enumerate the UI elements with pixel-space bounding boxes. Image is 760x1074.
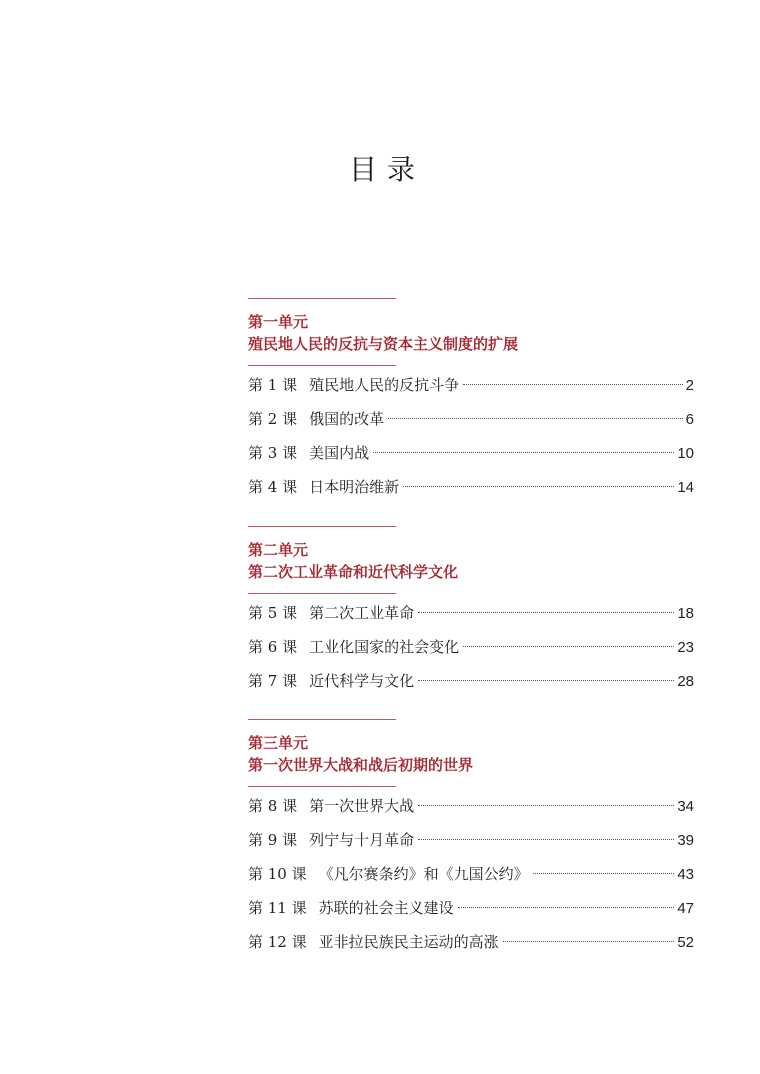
dot-leader — [418, 612, 674, 613]
lesson-name: 殖民地人民的反抗斗争 — [309, 376, 460, 394]
lesson-name: 第二次工业革命 — [309, 604, 415, 622]
lesson-name: 苏联的社会主义建设 — [318, 899, 454, 917]
dot-leader — [533, 873, 675, 874]
dot-leader — [418, 680, 674, 681]
toc-entry[interactable] — [248, 402, 694, 436]
toc-entry[interactable] — [248, 368, 694, 402]
toc-entry[interactable] — [248, 789, 694, 823]
page-title: 目录 — [348, 153, 425, 186]
unit-divider — [248, 298, 396, 299]
page-number: 34 — [677, 798, 694, 815]
unit-title: 第一次世界大战和战后初期的世界 — [248, 756, 474, 774]
lesson-list-unit-3 — [248, 789, 694, 959]
lesson-name: 第一次世界大战 — [309, 797, 415, 815]
lesson-number: 第 11 课 — [248, 899, 307, 917]
unit-number: 第三单元 — [248, 734, 309, 752]
page-number: 28 — [677, 673, 694, 690]
dot-leader — [373, 452, 674, 453]
toc-entry[interactable] — [248, 664, 694, 698]
unit-divider — [248, 719, 396, 720]
unit-divider — [248, 786, 396, 787]
dot-leader — [463, 646, 674, 647]
lesson-number: 第 5 课 — [248, 604, 298, 622]
toc-entry[interactable] — [248, 823, 694, 857]
dot-leader — [403, 486, 674, 487]
unit-title: 第二次工业革命和近代科学文化 — [248, 563, 459, 581]
lesson-name: 近代科学与文化 — [309, 672, 415, 690]
unit-divider — [248, 526, 396, 527]
lesson-number: 第 6 课 — [248, 638, 298, 656]
page-number: 6 — [685, 411, 694, 428]
lesson-number: 第 12 课 — [248, 933, 307, 951]
unit-number: 第二单元 — [248, 541, 309, 559]
toc-entry[interactable] — [248, 436, 694, 470]
toc-entry[interactable] — [248, 925, 694, 959]
dot-leader — [503, 941, 675, 942]
page-number: 43 — [677, 866, 694, 883]
lesson-number: 第 9 课 — [248, 831, 298, 849]
unit-header-1 — [248, 298, 696, 366]
lesson-list-unit-2 — [248, 596, 694, 698]
unit-title: 殖民地人民的反抗与资本主义制度的扩展 — [248, 335, 519, 353]
lesson-name: 美国内战 — [309, 444, 370, 462]
page-number: 52 — [677, 934, 694, 951]
lesson-number: 第 10 课 — [248, 865, 307, 883]
dot-leader — [418, 805, 674, 806]
toc-entry[interactable] — [248, 630, 694, 664]
lesson-number: 第 2 课 — [248, 410, 298, 428]
page-number: 14 — [677, 479, 694, 496]
page-number: 18 — [677, 605, 694, 622]
page-number: 23 — [677, 639, 694, 656]
dot-leader — [418, 839, 674, 840]
toc-entry[interactable] — [248, 470, 694, 504]
lesson-list-unit-1 — [248, 368, 694, 504]
page-number: 2 — [685, 377, 694, 394]
lesson-number: 第 3 课 — [248, 444, 298, 462]
toc-entry[interactable] — [248, 891, 694, 925]
unit-header-3 — [248, 719, 696, 787]
page-number: 10 — [677, 445, 694, 462]
unit-number: 第一单元 — [248, 313, 309, 331]
lesson-number: 第 8 课 — [248, 797, 298, 815]
dot-leader — [388, 418, 683, 419]
dot-leader — [463, 384, 683, 385]
unit-divider — [248, 365, 396, 366]
page-number: 47 — [677, 900, 694, 917]
page-number: 39 — [677, 832, 694, 849]
lesson-name: 俄国的改革 — [309, 410, 385, 428]
lesson-number: 第 4 课 — [248, 478, 298, 496]
lesson-name: 工业化国家的社会变化 — [309, 638, 460, 656]
lesson-name: 《凡尔赛条约》和《九国公约》 — [318, 865, 529, 883]
dot-leader — [458, 907, 675, 908]
toc-entry[interactable] — [248, 596, 694, 630]
lesson-name: 亚非拉民族民主运动的高涨 — [318, 933, 499, 951]
unit-header-2 — [248, 526, 696, 594]
unit-divider — [248, 593, 396, 594]
lesson-number: 第 1 课 — [248, 376, 298, 394]
lesson-name: 列宁与十月革命 — [309, 831, 415, 849]
lesson-number: 第 7 课 — [248, 672, 298, 690]
lesson-name: 日本明治维新 — [309, 478, 400, 496]
toc-entry[interactable] — [248, 857, 694, 891]
